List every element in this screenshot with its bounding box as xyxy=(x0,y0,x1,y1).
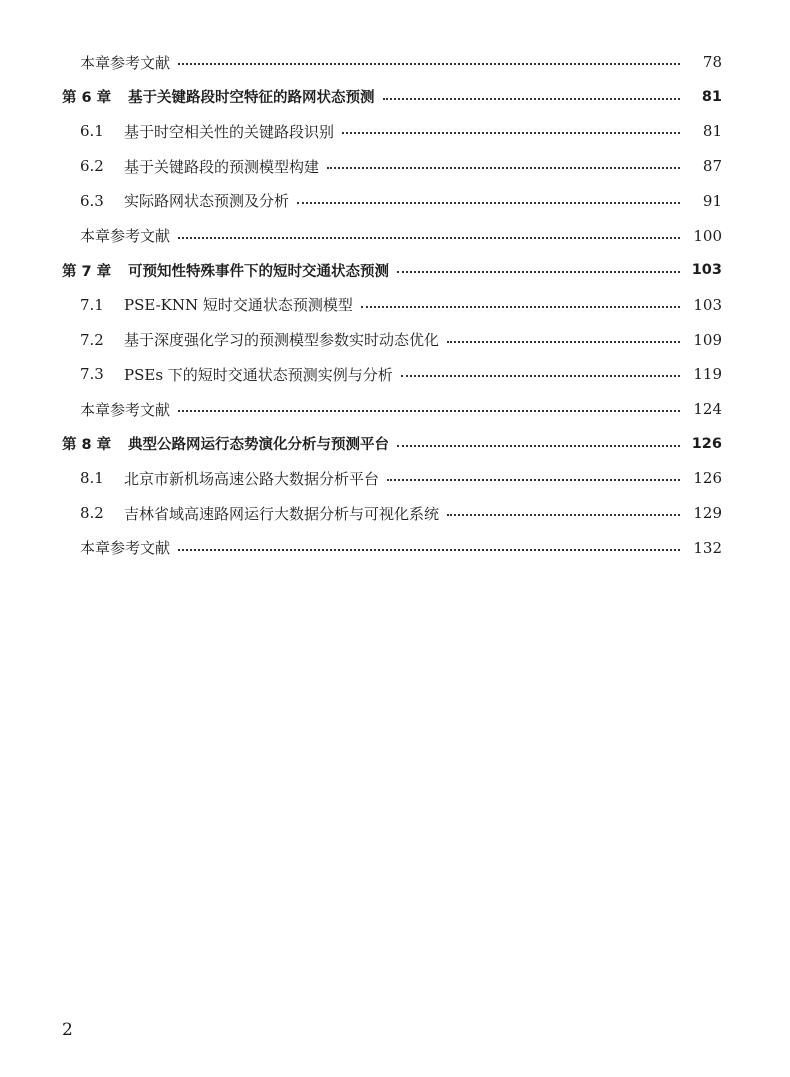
entry-page: 100 xyxy=(693,226,722,245)
entry-title: 本章参考文献 xyxy=(80,227,171,245)
toc-entry[interactable] xyxy=(62,432,722,456)
dot-leader xyxy=(397,445,680,447)
toc-entry[interactable] xyxy=(80,536,722,560)
page-number: 2 xyxy=(62,1020,73,1040)
entry-page: 132 xyxy=(693,538,722,557)
dot-leader xyxy=(178,549,680,551)
entry-title: 典型公路网运行态势演化分析与预测平台 xyxy=(128,437,389,454)
dot-leader xyxy=(387,479,680,481)
entry-title: 实际路网状态预测及分析 xyxy=(124,192,290,211)
toc-entry[interactable] xyxy=(62,258,722,282)
entry-title: 基于深度强化学习的预测模型参数实时动态优化 xyxy=(124,331,440,350)
entry-title: 北京市新机场高速公路大数据分析平台 xyxy=(124,469,380,488)
entry-number: 6.1 xyxy=(80,122,104,141)
toc-entry[interactable] xyxy=(62,85,722,109)
dot-leader xyxy=(397,271,680,273)
dot-leader xyxy=(178,237,680,239)
entry-page: 103 xyxy=(693,295,722,314)
toc-entry[interactable] xyxy=(80,328,722,352)
dot-leader xyxy=(383,98,681,100)
toc-entry[interactable] xyxy=(80,362,722,386)
entry-number: 第 6 章 xyxy=(62,90,112,107)
dot-leader xyxy=(327,167,680,169)
entry-title: 基于时空相关性的关键路段识别 xyxy=(124,122,335,141)
dot-leader xyxy=(178,63,680,65)
entry-page: 103 xyxy=(691,262,722,279)
entry-number: 7.2 xyxy=(80,330,104,349)
entry-number: 6.2 xyxy=(80,157,104,176)
entry-title: 本章参考文献 xyxy=(80,539,171,558)
entry-page: 81 xyxy=(702,122,722,141)
entry-page: 109 xyxy=(693,330,722,349)
entry-title: 本章参考文献 xyxy=(80,53,171,72)
entry-page: 78 xyxy=(702,53,722,71)
entry-number: 8.1 xyxy=(80,469,104,488)
toc-entry[interactable] xyxy=(80,50,722,74)
toc-entry[interactable] xyxy=(80,189,722,213)
entry-title: 可预知性特殊事件下的短时交通状态预测 xyxy=(128,263,389,280)
entry-page: 81 xyxy=(701,88,722,105)
entry-page: 87 xyxy=(702,157,722,176)
dot-leader xyxy=(447,514,680,516)
dot-leader xyxy=(401,375,680,377)
entry-number: 6.3 xyxy=(80,191,104,210)
toc-entry[interactable] xyxy=(80,224,722,248)
toc-entry[interactable] xyxy=(80,466,722,490)
entry-page: 91 xyxy=(702,191,722,210)
entry-page: 126 xyxy=(691,435,722,452)
entry-number: 7.1 xyxy=(80,295,104,314)
entry-title: 基于关键路段时空特征的路网状态预测 xyxy=(128,90,375,107)
entry-number: 第 7 章 xyxy=(62,263,112,280)
toc-entry[interactable] xyxy=(80,154,722,178)
entry-page: 119 xyxy=(693,365,722,384)
dot-leader xyxy=(342,132,680,134)
dot-leader xyxy=(178,410,680,412)
entry-title: PSEs 下的短时交通状态预测实例与分析 xyxy=(124,365,393,384)
toc-entry[interactable] xyxy=(80,501,722,525)
toc-entry[interactable] xyxy=(80,397,722,421)
dot-leader xyxy=(361,306,680,308)
entry-page: 129 xyxy=(693,504,722,523)
entry-page: 124 xyxy=(693,400,722,418)
entry-number: 7.3 xyxy=(80,365,104,384)
entry-number: 第 8 章 xyxy=(62,437,112,454)
dot-leader xyxy=(447,341,680,343)
entry-title: PSE-KNN 短时交通状态预测模型 xyxy=(124,296,353,315)
entry-number: 8.2 xyxy=(80,504,104,523)
entry-title: 基于关键路段的预测模型构建 xyxy=(124,157,320,176)
toc-entry[interactable] xyxy=(80,293,722,317)
toc-entry[interactable] xyxy=(80,119,722,143)
entry-title: 吉林省域高速路网运行大数据分析与可视化系统 xyxy=(124,504,440,523)
entry-page: 126 xyxy=(693,469,722,488)
entry-title: 本章参考文献 xyxy=(80,400,171,419)
dot-leader xyxy=(297,202,680,204)
